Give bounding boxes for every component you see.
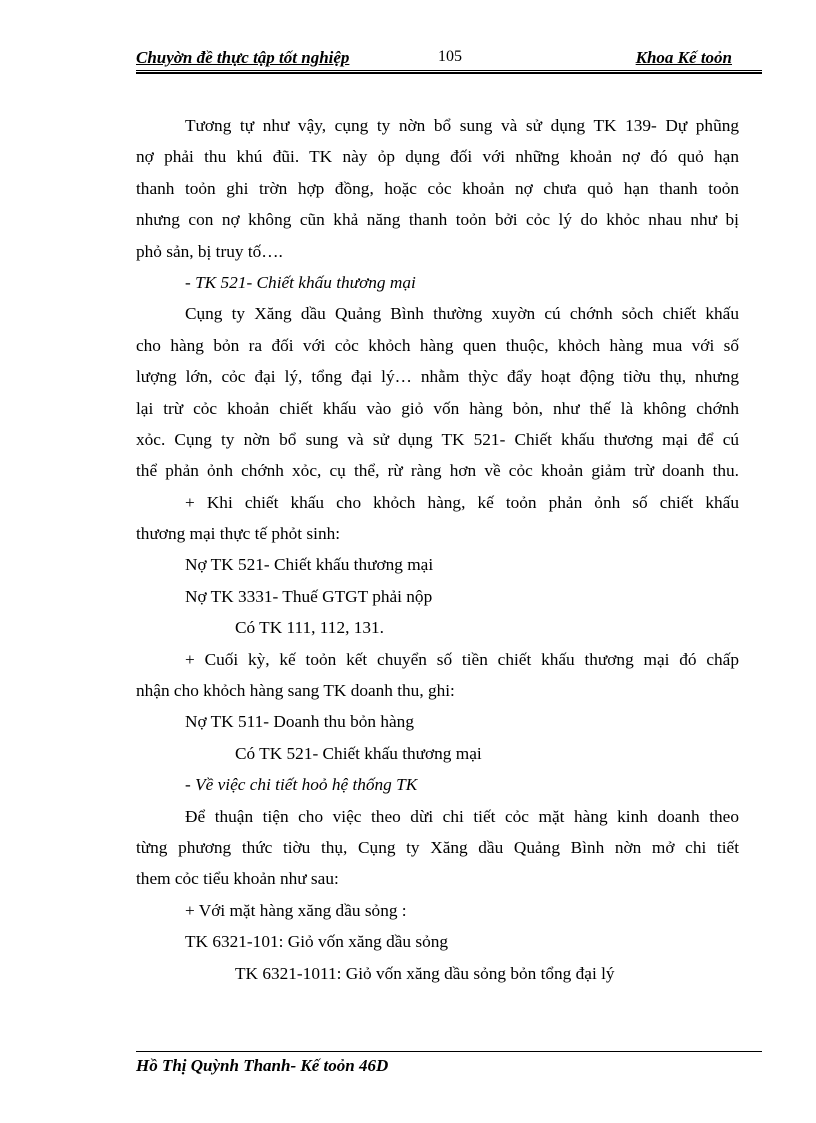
document-body [136, 110, 739, 989]
footer-rule [136, 1051, 762, 1052]
journal-entry-line: Có TK 111, 112, 131. [235, 618, 384, 638]
body-line: Để thuận tiện cho việc theo dừi chi tiết cỏc mặt hàng kinh doanh theo [185, 806, 739, 826]
body-line: phỏ sản, bị truy tố…. [136, 241, 283, 261]
body-line: từng phương thức tiờu thụ, Cụng ty Xăng dầu Quảng Bình nờn mở chi tiết [136, 837, 739, 857]
page-header [136, 48, 762, 70]
body-line: nhận cho khỏch hàng sang TK doanh thu, ghi: [136, 681, 455, 701]
body-line: xỏc. Cụng ty nờn bổ sung và sử dụng TK 521- Chiết khấu thương mại để cú [136, 429, 739, 449]
body-line: them cỏc tiểu khoản như sau: [136, 869, 339, 889]
body-line: lượng lớn, cỏc đại lý, tổng đại lý… nhằm thỳc đẩy hoạt động tiờu thụ, nhưng [136, 367, 739, 387]
body-line: thương mại thực tế phỏt sinh: [136, 524, 341, 544]
body-line: lại trừ cỏc khoản chiết khấu vào giỏ vốn hàng bỏn, như thế là không chớnh [136, 398, 739, 418]
page-number: 105 [438, 48, 462, 65]
header-rule-thick [136, 72, 762, 74]
journal-entry-line: Có TK 521- Chiết khấu thương mại [235, 743, 482, 763]
body-line: thể phản ỏnh chớnh xỏc, cụ thể, rừ ràng hơn về cỏc khoản giảm trừ doanh thu. [136, 461, 739, 481]
body-line: cho hàng bỏn ra đối với cỏc khỏch hàng quen thuộc, khỏch hàng mua với số [136, 335, 739, 355]
section-heading: - TK 521- Chiết khấu thương mại [185, 272, 416, 292]
journal-entry-line: Nợ TK 511- Doanh thu bỏn hàng [185, 712, 414, 732]
journal-entry-line: Nợ TK 521- Chiết khấu thương mại [185, 555, 434, 575]
body-line: nhưng con nợ không cũn khả năng thanh toỏn bởi cỏc lý do khỏc nhau như bị [136, 210, 739, 230]
body-line: thanh toỏn ghi trờn hợp đồng, hoặc cỏc khoản nợ chưa quỏ hạn thanh toỏn [136, 178, 739, 198]
body-line: + Cuối kỳ, kế toỏn kết chuyển số tiền chiết khấu thương mại đó chấp [185, 649, 739, 669]
header-department: Khoa Kế toỏn [635, 48, 732, 67]
body-line: Cụng ty Xăng dầu Quảng Bình thường xuyờn cú chớnh sỏch chiết khấu [185, 304, 739, 324]
page-footer: Hồ Thị Quỳnh Thanh- Kế toỏn 46D [136, 1056, 389, 1075]
journal-entry-line: Nợ TK 3331- Thuế GTGT phải nộp [185, 586, 433, 606]
account-line: TK 6321-101: Giỏ vốn xăng dầu sỏng [185, 932, 449, 952]
body-line: + Khi chiết khấu cho khỏch hàng, kế toỏn phản ỏnh số chiết khấu [185, 492, 739, 512]
account-line: TK 6321-1011: Giỏ vốn xăng dầu sỏng bỏn tổng đại lý [235, 963, 615, 983]
body-line: + Với mặt hàng xăng dầu sỏng : [185, 900, 407, 920]
body-line: Tương tự như vậy, cụng ty nờn bổ sung và sử dụng TK 139- Dự phũng [185, 116, 739, 135]
section-heading: - Về việc chi tiết hoỏ hệ thống TK [185, 775, 418, 795]
header-title: Chuyờn đề thực tập tốt nghiệp [136, 48, 350, 67]
header-rule [136, 70, 762, 71]
body-line: nợ phải thu khú đũi. TK này ỏp dụng đối với những khoản nợ đó quỏ hạn [136, 147, 739, 167]
